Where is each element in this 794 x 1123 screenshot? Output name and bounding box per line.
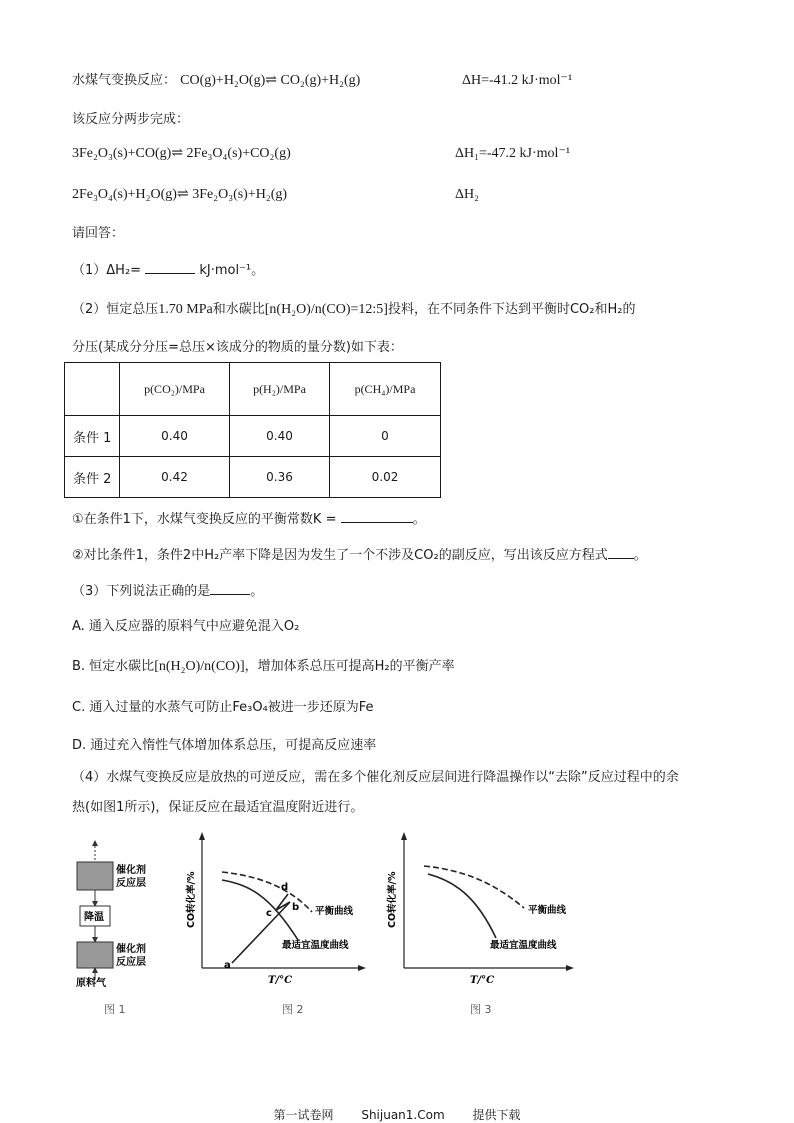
fig1-label: 原料气	[76, 978, 106, 989]
figure-3-graph	[378, 830, 578, 995]
figure-2-caption: 图 2	[282, 1003, 304, 1016]
q3-option-a: A. 通入反应器的原料气中应避免混入O₂	[72, 619, 300, 634]
table-cell: 0.40	[120, 416, 230, 457]
q3-stem: （3）下列说法正确的是	[72, 584, 211, 599]
fig2-x-label: T/°C	[268, 975, 293, 986]
fig1-label: 催化剂	[116, 865, 146, 876]
table-cell: 0.36	[230, 457, 330, 498]
fig2-point-label: b	[292, 902, 300, 913]
fig1-label: 反应层	[116, 878, 146, 889]
question-4-line2: 热(如图1所示)，保证反应在最适宜温度附近进行。	[72, 800, 364, 815]
ask-text: 请回答：	[72, 226, 125, 241]
partial-pressure-table	[64, 362, 441, 498]
q2-sub1-end: 。	[412, 512, 426, 527]
two-step-text: 该反应分两步完成：	[72, 112, 190, 127]
q2-pressure: 1.70 MPa	[158, 302, 213, 317]
step1-enthalpy: ΔH₁=-47.2 kJ·mol⁻¹	[455, 146, 571, 161]
footer-domain: Shijuan1.Com	[361, 1108, 445, 1122]
fig2-y-axis-arrow	[199, 832, 205, 840]
q2-sub1-text: ①在条件1下，水煤气变换反应的平衡常数K =	[72, 512, 337, 527]
table-header-cell: p(H₂)/MPa	[230, 363, 330, 416]
fig3-y-axis-arrow	[401, 832, 407, 840]
q2-sub1	[72, 509, 426, 529]
fig3-eq-curve-label: 平衡曲线	[528, 905, 567, 916]
step2-enthalpy: ΔH₂	[455, 187, 479, 202]
figure-2-graph	[180, 830, 370, 995]
fig2-opt-curve-label: 最适宜温度曲线	[282, 940, 349, 951]
table-cell: 条件 1	[65, 416, 120, 457]
q2-ratio: [n(H₂O)/n(CO)=12:5]	[264, 302, 388, 317]
fig2-eq-curve-label: 平衡曲线	[315, 906, 354, 917]
q2-sub1-blank[interactable]	[341, 509, 413, 523]
q2-text-c: 投料，在不同条件下达到平衡时CO₂和H₂的	[387, 302, 636, 317]
q1-unit: kJ·mol⁻¹。	[199, 263, 265, 278]
fig2-point-label: d	[281, 882, 289, 893]
fig1-catalyst-layer-bottom	[77, 942, 113, 968]
step2-equation: 2Fe₃O₄(s)+H₂O(g)⇌ 3Fe₂O₃(s)+H₂(g)	[72, 187, 288, 202]
q3-option-b	[72, 658, 455, 676]
q2-text-a: （2）恒定总压	[72, 302, 159, 317]
fig2-x-axis-arrow	[358, 965, 366, 971]
table-row	[65, 457, 441, 498]
intro-label: 水煤气变换反应：	[72, 73, 177, 88]
q2-sub2-text: ②对比条件1，条件2中H₂产率下降是因为发生了一个不涉及CO₂的副反应，写出该反应方程式	[72, 548, 608, 563]
intro-equation: CO(g)+H₂O(g)⇌ CO₂(g)+H₂(g)	[180, 73, 361, 88]
fig1-label: 催化剂	[116, 944, 146, 955]
fig2-y-label: CO转化率/%	[186, 871, 197, 928]
q3-option-b-text2: ，增加体系总压可提高H₂的平衡产率	[244, 659, 455, 674]
table-cell: 条件 2	[65, 457, 120, 498]
table-header-cell: p(CH₄)/MPa	[330, 363, 441, 416]
table-row	[65, 416, 441, 457]
fig3-x-axis-arrow	[566, 965, 574, 971]
fig3-opt-curve-label: 最适宜温度曲线	[490, 940, 557, 951]
table-header-cell	[65, 363, 120, 416]
q1-prefix: （1）ΔH₂=	[72, 263, 142, 278]
fig1-catalyst-layer-top	[77, 862, 113, 890]
q3-option-b-ratio: [n(H₂O)/n(CO)]	[154, 659, 245, 674]
q2-sub2-end: 。	[633, 548, 647, 563]
fig1-label: 降温	[84, 912, 104, 923]
figure-1-caption: 图 1	[104, 1003, 126, 1016]
table-header-row	[65, 363, 441, 416]
figure-1-diagram	[72, 840, 172, 990]
fig2-point-label: c	[266, 908, 272, 919]
question-2-line1	[72, 301, 635, 319]
table-header-cell: p(CO₂)/MPa	[120, 363, 230, 416]
q3-blank[interactable]	[210, 581, 250, 595]
question-2-line2: 分压(某成分分压=总压×该成分的物质的量分数)如下表：	[72, 340, 403, 355]
table-cell: 0.02	[330, 457, 441, 498]
q2-sub2-blank[interactable]	[608, 545, 634, 559]
question-4-line1: （4）水煤气变换反应是放热的可逆反应，需在多个催化剂反应层间进行降温操作以“去除”反应过程中的余	[72, 770, 679, 785]
fig2-point-label: a	[224, 960, 231, 971]
table-cell: 0.40	[230, 416, 330, 457]
question-1	[72, 260, 264, 280]
fig1-arrow-head	[92, 840, 98, 846]
fig3-x-label: T/°C	[470, 975, 495, 986]
q3-option-b-text: B. 恒定水碳比	[72, 659, 155, 674]
table-cell: 0	[330, 416, 441, 457]
figure-3-caption: 图 3	[470, 1003, 492, 1016]
fig3-y-label: CO转化率/%	[387, 871, 398, 928]
table-cell: 0.42	[120, 457, 230, 498]
intro-line	[72, 72, 360, 90]
q2-sub2	[72, 545, 647, 565]
fig1-label: 反应层	[116, 957, 146, 968]
q2-text-b: 和水碳比	[212, 302, 265, 317]
q1-answer-blank[interactable]	[145, 260, 195, 274]
intro-enthalpy: ΔH=-41.2 kJ·mol⁻¹	[462, 73, 573, 88]
q3-option-d: D. 通过充入惰性气体增加体系总压，可提高反应速率	[72, 738, 377, 753]
footer-slogan: 提供下载	[472, 1108, 521, 1122]
q3-option-c: C. 通入过量的水蒸气可防止Fe₃O₄被进一步还原为Fe	[72, 700, 374, 715]
page-footer	[0, 1106, 794, 1123]
footer-site: 第一试卷网	[273, 1108, 334, 1122]
step1-equation: 3Fe₂O₃(s)+CO(g)⇌ 2Fe₃O₄(s)+CO₂(g)	[72, 146, 291, 161]
question-3	[72, 581, 263, 601]
fig2-path-abcd	[232, 894, 290, 963]
q3-stem-end: 。	[250, 584, 264, 599]
